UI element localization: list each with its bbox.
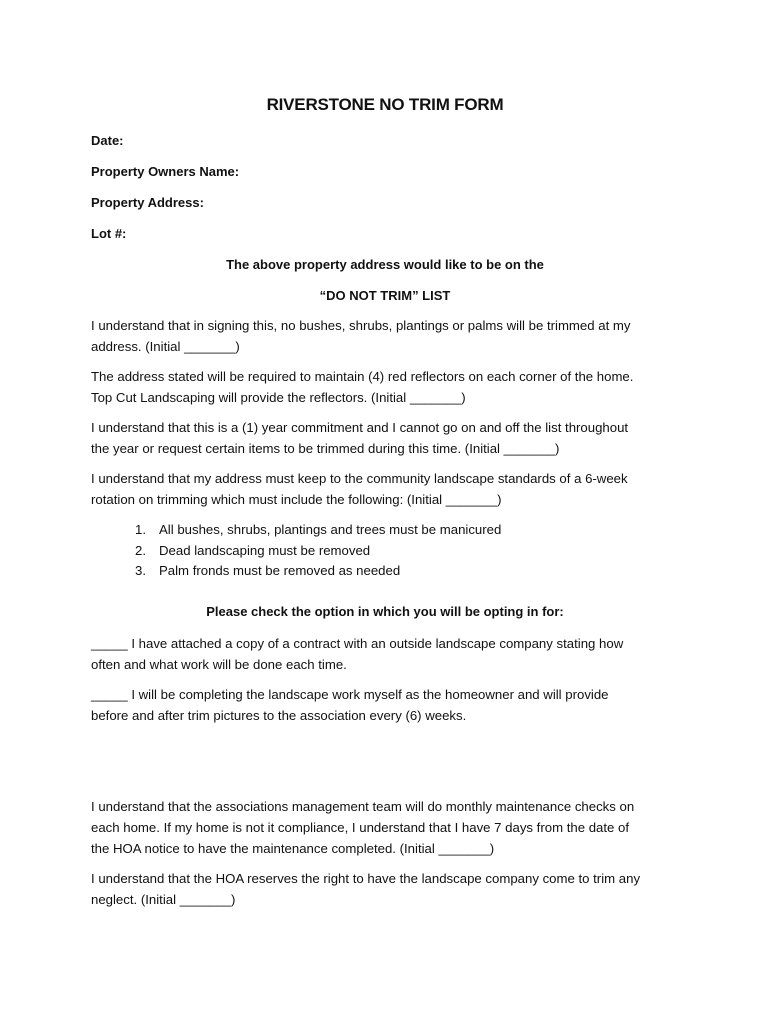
intro-line-2: “DO NOT TRIM” LIST <box>319 288 451 303</box>
paragraph-line: rotation on trimming which must include the following: (Initial _______) <box>91 492 502 507</box>
paragraph-line: Top Cut Landscaping will provide the reflectors. (Initial _______) <box>91 390 466 405</box>
paragraph-line: the HOA notice to have the maintenance completed. (Initial _______) <box>91 841 495 856</box>
date-field-label: Date: <box>91 133 124 148</box>
paragraph-no-trim-consent <box>91 315 681 357</box>
paragraph-standards <box>91 468 681 510</box>
intro-line-1: The above property address would like to be on the <box>226 257 544 272</box>
paragraph-line: often and what work will be done each time. <box>91 657 347 672</box>
list-item-number: 1. <box>135 522 146 537</box>
options-heading: Please check the option in which you will be opting in for: <box>206 604 564 619</box>
paragraph-line: the year or request certain items to be trimmed during this time. (Initial _______) <box>91 441 560 456</box>
owners-name-field-label: Property Owners Name: <box>91 164 240 179</box>
list-item-number: 2. <box>135 542 146 558</box>
list-item-number: 3. <box>135 563 146 578</box>
paragraph-line: I understand that in signing this, no bushes, shrubs, plantings or palms will be trimmed at my <box>91 318 631 333</box>
paragraph-maintenance-checks <box>91 796 681 859</box>
paragraph-reflectors <box>91 366 681 408</box>
list-item-text: All bushes, shrubs, plantings and trees must be manicured <box>159 522 502 537</box>
requirements-list <box>135 520 501 582</box>
list-item <box>135 561 501 582</box>
paragraph-line: I understand that the HOA reserves the right to have the landscape company come to trim any <box>91 871 641 886</box>
option-self-maintenance <box>91 684 681 726</box>
paragraph-line: _____ I have attached a copy of a contract with an outside landscape company stating how <box>91 636 624 651</box>
paragraph-line: I understand that this is a (1) year commitment and I cannot go on and off the list throughout <box>91 420 629 435</box>
paragraph-hoa-rights <box>91 868 681 910</box>
paragraph-line: before and after trim pictures to the association every (6) weeks. <box>91 708 467 723</box>
paragraph-line: each home. If my home is not it compliance, I understand that I have 7 days from the date of <box>91 820 630 835</box>
list-item <box>135 520 501 541</box>
paragraph-line: address. (Initial _______) <box>91 339 240 354</box>
lot-field-label: Lot #: <box>91 226 127 241</box>
form-title: RIVERSTONE NO TRIM FORM <box>266 95 504 114</box>
list-item-text: Dead landscaping must be removed <box>159 542 371 558</box>
paragraph-line: _____ I will be completing the landscape work myself as the homeowner and will provide <box>91 687 609 702</box>
list-item-text: Palm fronds must be removed as needed <box>159 563 401 578</box>
paragraph-line: The address stated will be required to maintain (4) red reflectors on each corner of the home. <box>91 369 634 384</box>
paragraph-line: neglect. (Initial _______) <box>91 892 236 907</box>
paragraph-line: I understand that my address must keep to the community landscape standards of a 6-week <box>91 471 628 486</box>
paragraph-commitment <box>91 417 681 459</box>
option-outside-contract <box>91 633 681 675</box>
address-field-label: Property Address: <box>91 195 204 210</box>
paragraph-line: I understand that the associations management team will do monthly maintenance checks on <box>91 799 635 814</box>
list-item <box>135 541 501 562</box>
